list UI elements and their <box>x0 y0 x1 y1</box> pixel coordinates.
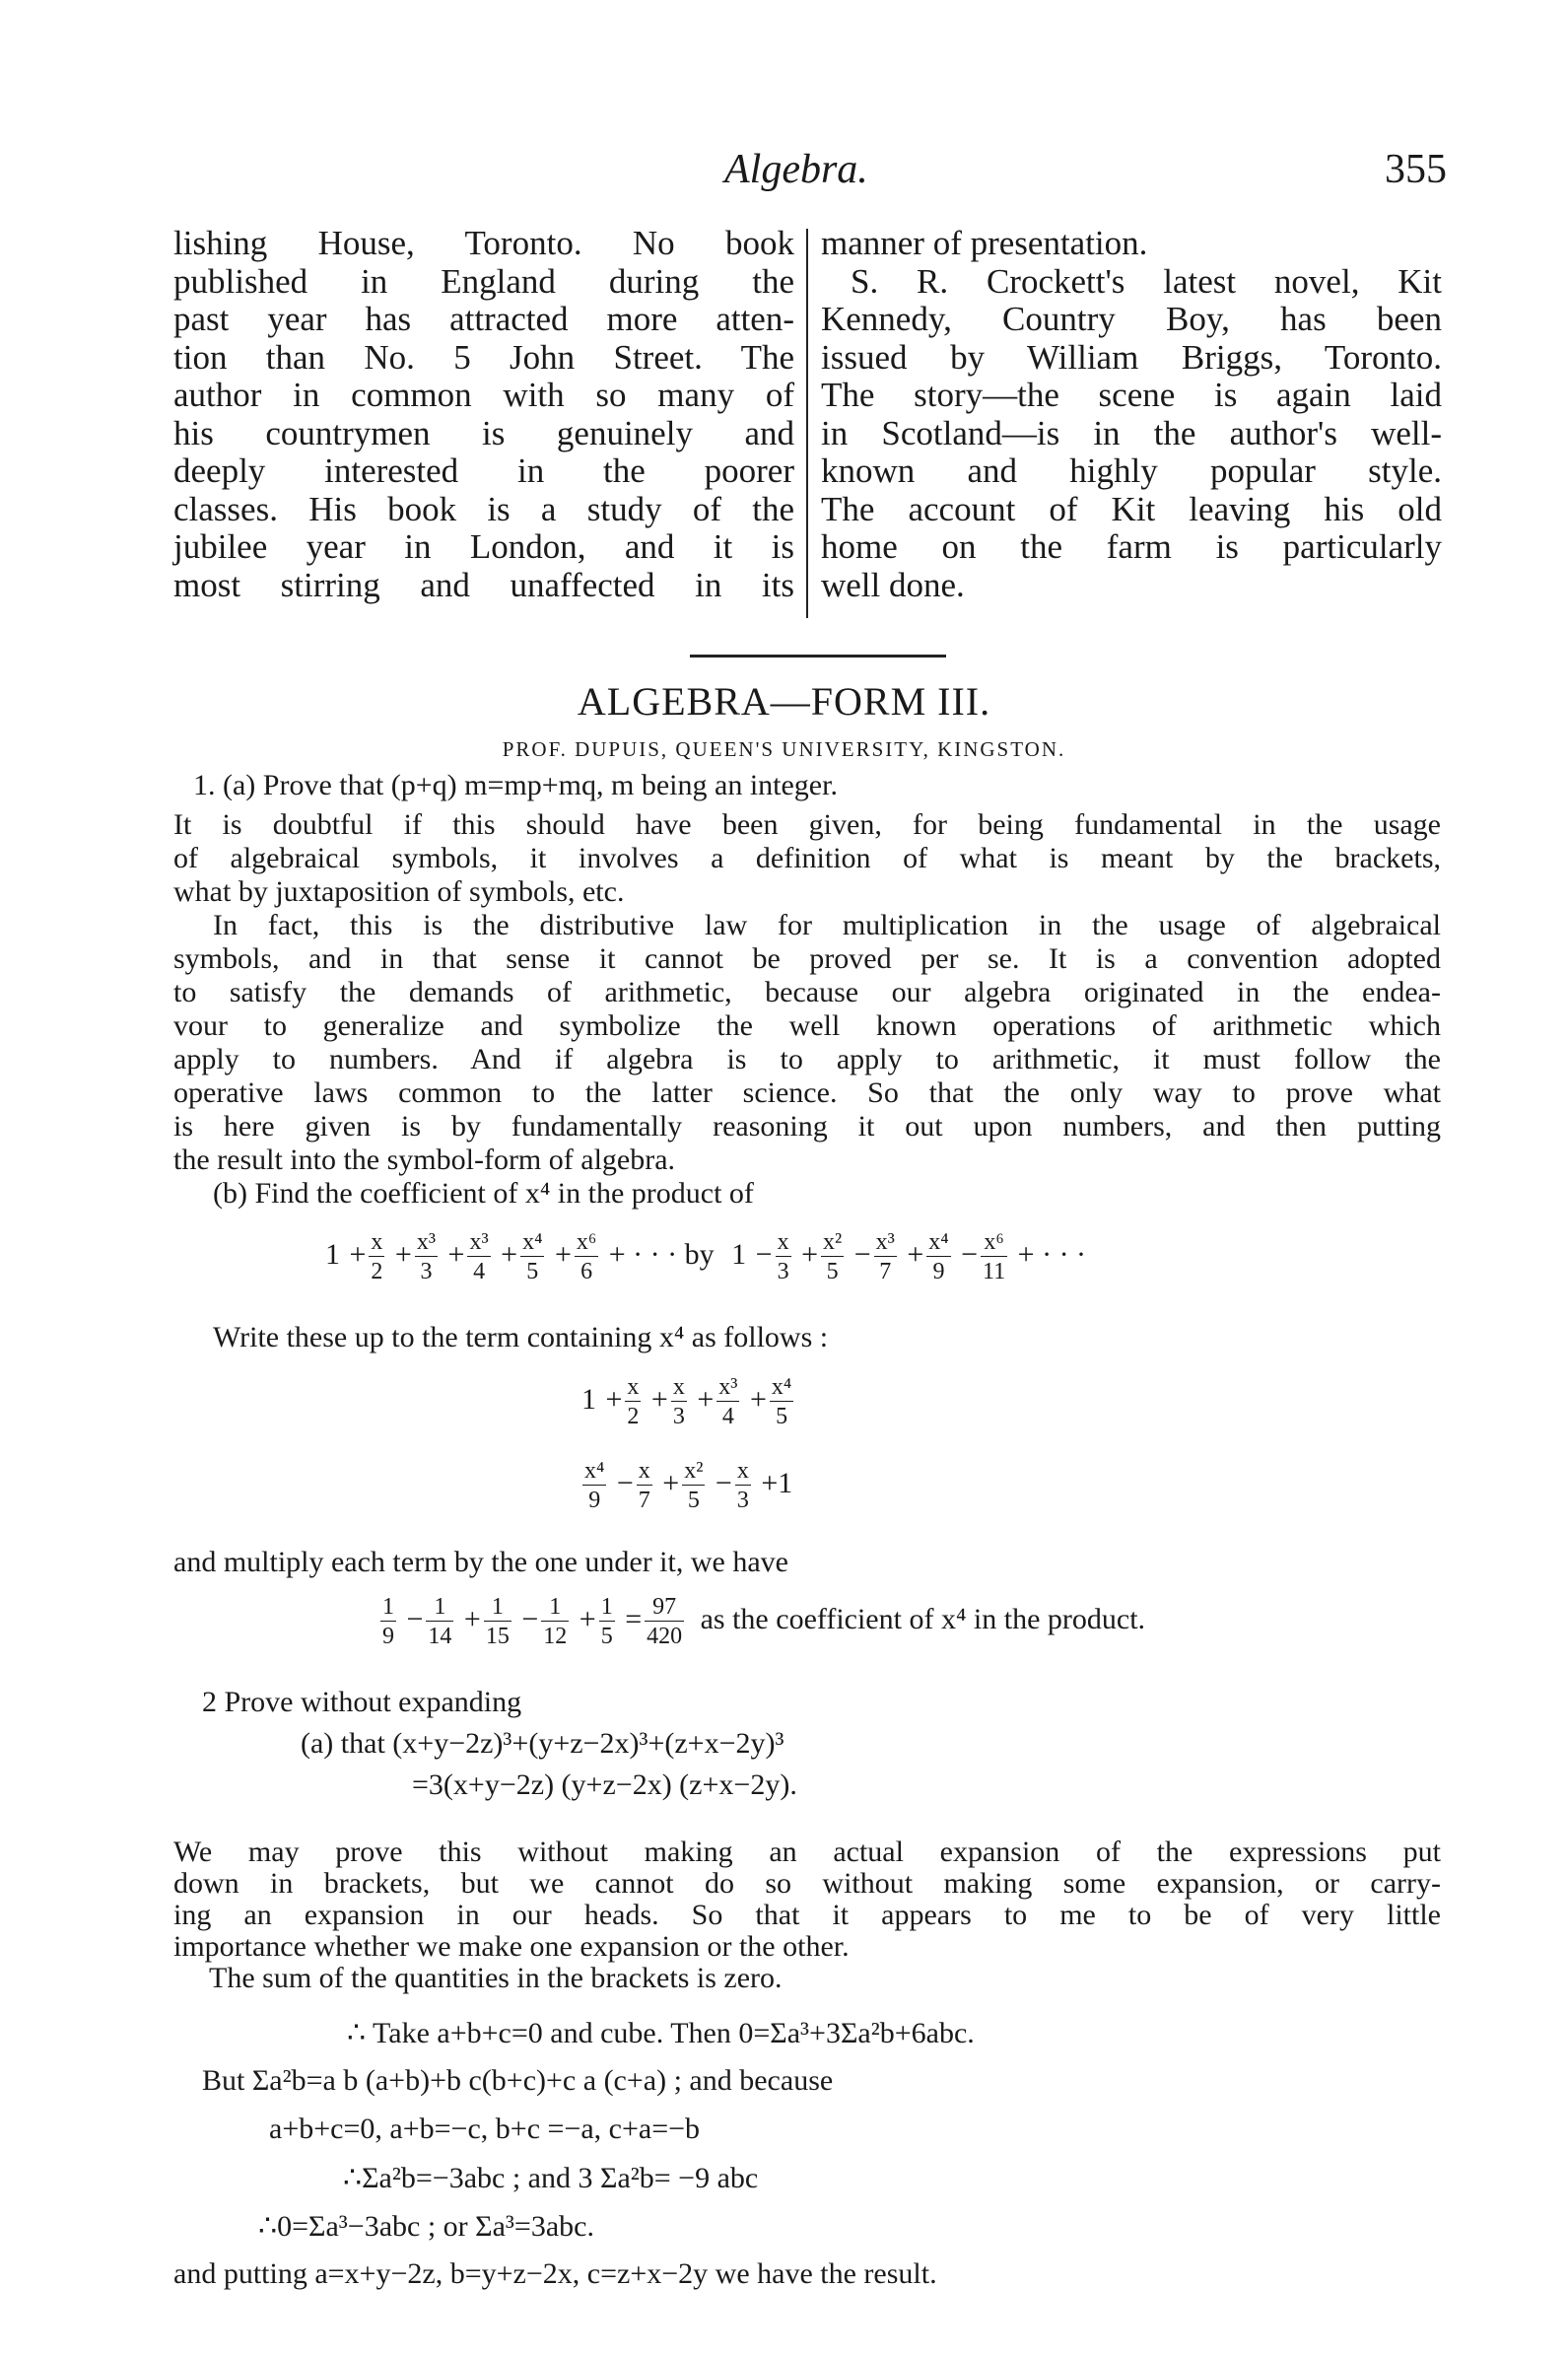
fraction: $\frac{\text{x²}}{5}$ <box>823 1229 843 1284</box>
fraction: $\frac{\text{x⁴}}{5}$ <box>771 1374 792 1429</box>
text-line: past year has attracted more atten- <box>173 300 794 338</box>
series-row-2 <box>581 1459 794 1512</box>
text-line: apply to numbers. And if algebra is to apply to arithmetic, it must follow the <box>173 1043 1441 1075</box>
fraction: $\frac{x}{3}$ <box>672 1374 685 1429</box>
fraction: $\frac{\text{x⁴}}{9}$ <box>928 1229 949 1284</box>
fraction: $\frac{1}{5}$ <box>600 1594 613 1649</box>
math-operator: + · · · <box>1017 1237 1087 1271</box>
math-operator: + <box>579 1602 596 1635</box>
text-line: tion than No. 5 John Street. The <box>173 337 794 377</box>
page-number: 355 <box>1385 147 1447 192</box>
instruction-line: Write these up to the term containing x⁴ as follows : <box>213 1321 829 1353</box>
math-operator: − <box>521 1602 539 1635</box>
math-operator: + <box>349 1237 367 1271</box>
proof-step-5: ∴0=Σa³−3abc ; or Σa³=3abc. <box>258 2210 594 2243</box>
text-line: down in brackets, but we cannot do so without making some expansion, or carry- <box>173 1867 1441 1900</box>
proof-step-4: ∴Σa²b=−3abc ; and 3 Σa²b= −9 abc <box>343 2162 759 2194</box>
math-operator: − <box>715 1466 732 1499</box>
text-line: to satisfy the demands of arithmetic, because our algebra originated in the endea- <box>173 976 1441 1008</box>
text-line: classes. His book is a study of the <box>173 489 794 528</box>
text-line: published in England during the <box>173 261 794 301</box>
fraction: $\frac{\text{x²}}{5}$ <box>684 1458 704 1513</box>
text-line: It is doubtful if this should have been given, for being fundamental in the usage <box>173 808 1441 841</box>
question-1b: (b) Find the coefficient of x⁴ in the product of <box>213 1177 754 1210</box>
text-line: symbols, and in that sense it cannot be proved per se. It is a convention adopted <box>173 942 1441 975</box>
text-line: vour to generalize and symbolize the well known operations of arithmetic which <box>173 1009 1441 1042</box>
text-line: what by juxtaposition of symbols, etc. <box>173 875 625 908</box>
fraction: $\frac{\text{x⁴}}{5}$ <box>522 1229 543 1284</box>
math-operator: − <box>961 1237 979 1271</box>
math-operator: + <box>749 1382 767 1416</box>
question-2a: (a) that (x+y−2z)³+(y+z−2x)³+(z+x−2y)³ <box>301 1727 784 1760</box>
fraction: $\frac{x}{2}$ <box>371 1229 383 1284</box>
math-operator: + <box>501 1237 518 1271</box>
fraction: $\frac{x}{7}$ <box>638 1458 650 1513</box>
text-line: The sum of the quantities in the brackets is zero. <box>209 1962 783 1994</box>
math-operator: + <box>447 1237 465 1271</box>
math-operator: + <box>907 1237 924 1271</box>
text-line: lishing House, Toronto. No book <box>173 224 794 262</box>
fraction: $\frac{\text{x⁶}}{11}$ <box>983 1229 1006 1284</box>
section-author: PROF. DUPUIS, QUEEN'S UNIVERSITY, KINGSTON. <box>502 737 1066 761</box>
text-line: We may prove this without making an actual expansion of the expressions put <box>173 1836 1441 1868</box>
fraction: $\frac{\text{x³}}{3}$ <box>416 1229 437 1284</box>
math-operator: − <box>406 1602 424 1635</box>
proof-step-2: But Σa²b=a b (a+b)+b c(b+c)+c a (c+a) ; and because <box>202 2064 834 2097</box>
series-product <box>325 1230 1088 1283</box>
fraction: $\frac{x}{3}$ <box>777 1229 789 1284</box>
math-operator: + <box>650 1382 668 1416</box>
review-left-column <box>173 225 794 604</box>
fraction: $\frac{1}{12}$ <box>543 1594 568 1649</box>
running-title: Algebra. <box>724 147 868 192</box>
text-line: author in common with so many of <box>173 376 794 414</box>
math-operator: + <box>697 1382 715 1416</box>
text-line: known and highly popular style. <box>821 451 1442 490</box>
math-operator: − <box>853 1237 871 1271</box>
math-operator: + <box>801 1237 818 1271</box>
proof-step-1: ∴ Take a+b+c=0 and cube. Then 0=Σa³+3Σa²b+6abc. <box>347 2017 975 2049</box>
text-line: jubilee year in London, and it is <box>173 527 794 566</box>
series-1: 1 + $\frac{x}{2}$ + $\frac{\text{x³}}{3}$ + $\frac{\text{x³}}{4}$ + $\frac{\text{x⁴}}{5}$ + $\frac{\text{x⁶}}{6}$ + · · · by <box>325 1229 715 1284</box>
text-line: manner of presentation. <box>821 224 1148 262</box>
text-line: the result into the symbol-form of algebra. <box>173 1143 676 1176</box>
text-line: of algebraical symbols, it involves a definition of what is meant by the brackets, <box>173 842 1441 874</box>
math-operator: = <box>625 1602 643 1635</box>
text-line: importance whether we make one expansion or the other. <box>173 1930 850 1963</box>
multiply-line: and multiply each term by the one under it, we have <box>173 1546 788 1578</box>
math-operator: + <box>463 1602 481 1635</box>
text-line: operative laws common to the latter science. So that the only way to prove what <box>173 1076 1441 1109</box>
proof-step-3: a+b+c=0, a+b=−c, b+c =−a, c+a=−b <box>269 2113 701 2145</box>
text-line: In fact, this is the distributive law for multiplication in the usage of algebraical <box>213 909 1441 941</box>
text-line: issued by William Briggs, Toronto. <box>821 337 1442 377</box>
math-operator: − <box>755 1237 773 1271</box>
column-divider <box>806 229 808 618</box>
text-line: is here given is by fundamentally reasoning it out upon numbers, and then putting <box>173 1110 1441 1143</box>
coefficient-line: $\frac{1}{9}$ − $\frac{1}{14}$ + $\frac{1}{15}$ − $\frac{1}{12}$ + $\frac{1}{5}$ = $\frac{97}{420}$ as the coefficient of x⁴ in the product. <box>382 1594 1146 1649</box>
series-2: 1 − $\frac{x}{3}$ + $\frac{\text{x²}}{5}$ − $\frac{\text{x³}}{7}$ + $\frac{\text{x⁴}}{9}$ − $\frac{\text{x⁶}}{11}$ + · · · <box>731 1229 1087 1284</box>
math-operator: + · · · by <box>608 1237 715 1271</box>
math-operator: + <box>662 1466 680 1499</box>
question-2a-identity: =3(x+y−2z) (y+z−2x) (z+x−2y). <box>412 1768 797 1801</box>
math-operator: + <box>554 1237 572 1271</box>
question-1a: 1. (a) Prove that (p+q) m=mp+mq, m being an integer. <box>193 769 838 801</box>
fraction: $\frac{1}{9}$ <box>382 1594 394 1649</box>
fraction: $\frac{x}{2}$ <box>627 1374 640 1429</box>
question-1 <box>173 769 1441 1211</box>
text-line: S. R. Crockett's latest novel, Kit <box>851 261 1442 301</box>
fraction: $\frac{97}{420}$ <box>647 1594 683 1649</box>
fraction: $\frac{\text{x³}}{4}$ <box>469 1229 489 1284</box>
text-line: home on the farm is particularly <box>821 527 1442 566</box>
text-line: most stirring and unaffected in its <box>173 565 794 604</box>
text-line: ing an expansion in our heads. So that it appears to me to be of very little <box>173 1899 1441 1931</box>
fraction: $\frac{\text{x³}}{7}$ <box>875 1229 895 1284</box>
text-line: The story—the scene is again laid <box>821 376 1442 414</box>
text-line: deeply interested in the poorer <box>173 451 794 490</box>
text-line: his countrymen is genuinely and <box>173 413 794 452</box>
fraction: $\frac{\text{x⁶}}{6}$ <box>576 1229 597 1284</box>
math-operator: + <box>605 1382 623 1416</box>
text-line: Kennedy, Country Boy, has been <box>821 300 1442 338</box>
text-line: well done. <box>821 565 965 604</box>
question-2: 2 Prove without expanding <box>202 1686 522 1718</box>
fraction: $\frac{1}{14}$ <box>428 1594 452 1649</box>
review-right-column <box>821 225 1442 604</box>
series-row-1: 1 + $\frac{x}{2}$ + $\frac{x}{3}$ + $\frac{\text{x³}}{4}$ + $\frac{\text{x⁴}}{5}$ <box>581 1374 792 1429</box>
section-title: ALGEBRA—FORM III. <box>577 679 991 724</box>
question-2-discussion <box>173 1836 1441 1995</box>
fraction: $\frac{\text{x³}}{4}$ <box>718 1374 738 1429</box>
math-operator: − <box>616 1466 634 1499</box>
proof-conclusion: and putting a=x+y−2z, b=y+z−2x, c=z+x−2y we have the result. <box>173 2257 937 2290</box>
section-rule <box>690 655 946 658</box>
fraction: $\frac{1}{15}$ <box>485 1594 510 1649</box>
text-line: The account of Kit leaving his old <box>821 489 1442 528</box>
fraction: $\frac{x}{3}$ <box>736 1458 749 1513</box>
text-line: in Scotland—is in the author's well- <box>821 413 1442 452</box>
fraction: $\frac{\text{x⁴}}{9}$ <box>584 1458 605 1513</box>
math-operator: +1 <box>761 1466 793 1499</box>
math-operator: + <box>394 1237 412 1271</box>
